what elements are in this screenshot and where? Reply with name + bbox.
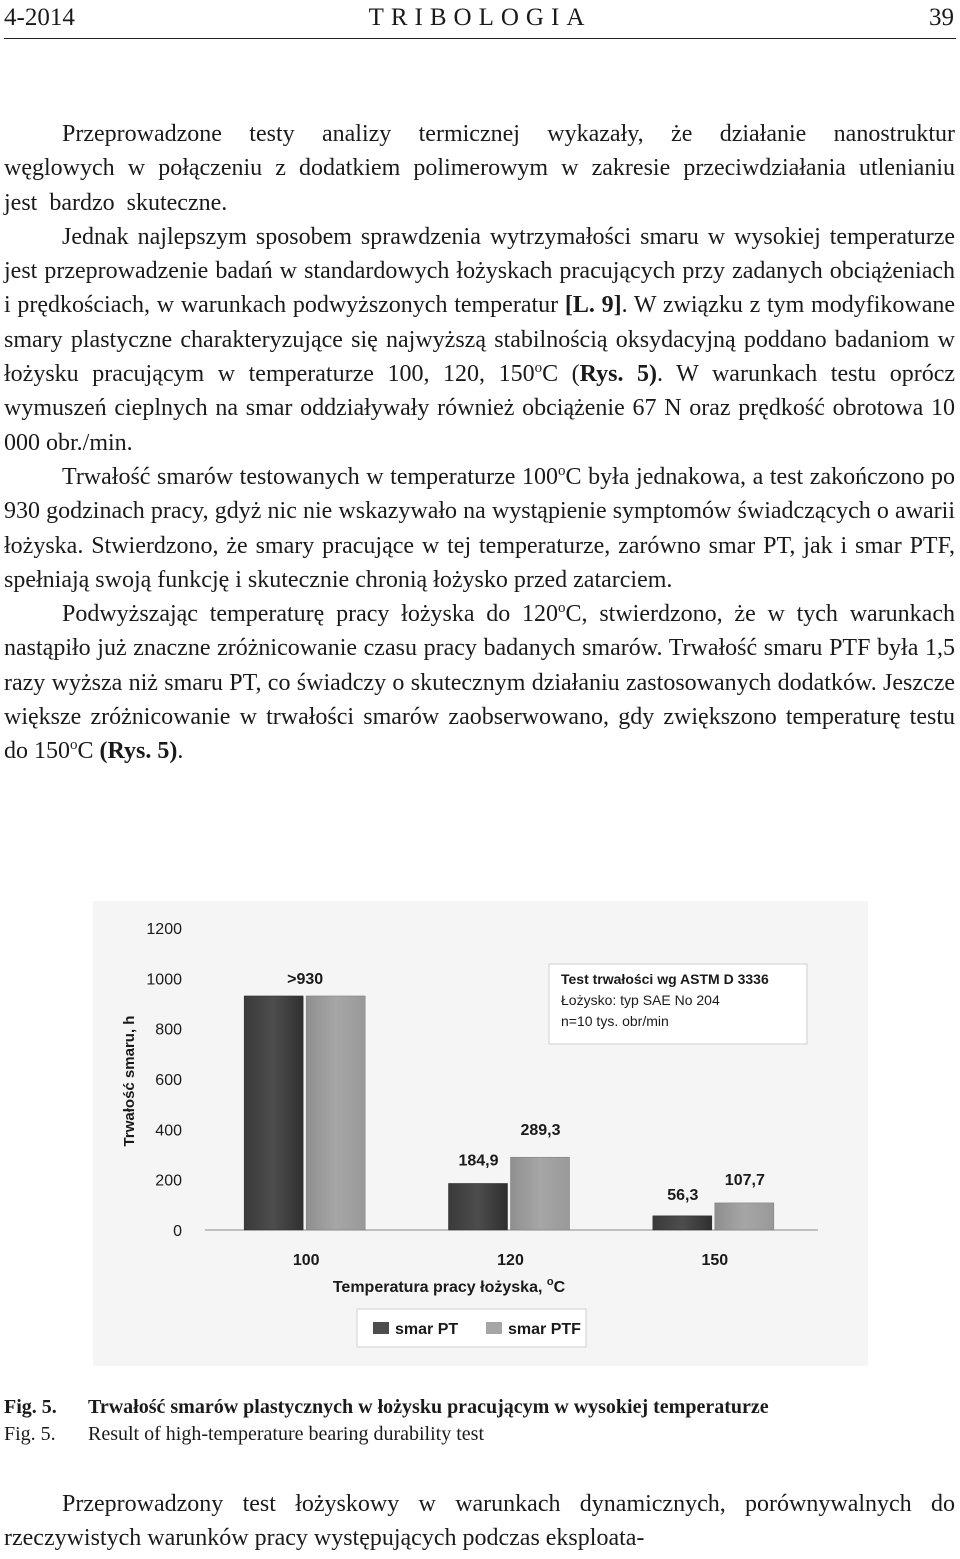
paragraph-4-text-b: C, stwierdzono, że w tych warunkach nastąpiło już znaczne zróżnicowanie czasu pracy badanych smarów. Trwałość smaru PTF była 1,5 razy wyższa niż smaru PT, co świadczy o skutecznym działaniu zastosowanych dodatków. Jeszcze większe zróżnicowanie w trwałości smarów zaobserwowano, gdy zwiększono temperaturę testu do 150	[4, 601, 955, 765]
paragraph-5	[4, 1487, 955, 1556]
legend-swatch-smar-ptf	[486, 1322, 502, 1334]
header-rule	[4, 38, 956, 39]
paragraph-4-text-a: Podwyższając temperaturę pracy łożyska do 120	[62, 601, 559, 628]
data-label: 56,3	[667, 1186, 699, 1204]
paragraph-2-text-d: . W warunkach testu oprócz wymuszeń cieplnych na smar oddziaływały również obciążenie 67 N oraz prędkość obrotowa 10 000 obr./min.	[4, 361, 955, 456]
paragraph-2-text-c: C (	[542, 361, 580, 388]
x-axis-label	[333, 1276, 566, 1296]
y-axis-label-text: Trwałość smaru, h	[121, 1015, 138, 1147]
bar-smar-pt-120	[449, 1183, 508, 1230]
y-tick-label: 600	[155, 1072, 182, 1089]
y-tick-label: 200	[155, 1172, 182, 1190]
x-tick-label: 100	[292, 1252, 320, 1269]
x-axis-label-sup: o	[546, 1276, 554, 1288]
legend-label-smar-ptf: smar PTF	[508, 1321, 581, 1338]
bar-smar-pt-100	[244, 996, 303, 1230]
bar-chart	[93, 901, 868, 1366]
data-label: 107,7	[724, 1171, 765, 1189]
paragraph-1-text: Przeprowadzone testy analizy termicznej wykazały, że działanie nanostruktur węglowych w połączeniu z dodatkiem polimerowym w zakresie przeciwdziałania utlenianiu jest bardzo skuteczne.	[4, 121, 955, 216]
annotation-line-3: n=10 tys. obr/min	[561, 1013, 669, 1029]
page-number: 39	[929, 4, 954, 31]
y-tick-label: 800	[155, 1021, 182, 1039]
x-axis-label-unit: C	[553, 1279, 566, 1296]
bar-smar-pt-150	[653, 1216, 712, 1230]
paragraph-5-text: Przeprowadzony test łożyskowy w warunkach dynamicznych, porównywalnych do rzeczywistych warunków pracy występujących podczas eksploata-	[4, 1491, 955, 1552]
degree-sup: o	[534, 360, 543, 377]
bar-smar-ptf-100	[306, 996, 365, 1230]
degree-sup: o	[558, 600, 566, 617]
annotation-line-1: Test trwałości wg ASTM D 3336	[561, 971, 769, 987]
annotation-line-2: Łożysko: typ SAE No 204	[561, 992, 720, 1008]
y-axis-label	[121, 1016, 138, 1147]
legend-label-smar-pt: smar PT	[395, 1321, 459, 1338]
paragraph-1	[4, 117, 955, 220]
data-label: 289,3	[520, 1122, 561, 1140]
figure-reference: Rys. 5)	[579, 361, 658, 388]
x-tick-label: 150	[701, 1252, 729, 1269]
caption-english	[4, 1423, 955, 1446]
caption-text-en: Result of high-temperature bearing durability test	[88, 1423, 484, 1445]
caption-polish	[4, 1396, 955, 1419]
paragraph-3	[4, 460, 955, 597]
issue-number: 4-2014	[4, 4, 75, 31]
paragraph-3-text-b: C była jednakowa, a test zakończono po 930 godzinach pracy, gdyż nic nie wskazywało na wystąpienie symptomów świadczących o awarii łożyska. Stwierdzono, że smary pracujące w tej temperaturze, zarówno smar PT, jak i smar PTF, spełniają swoją funkcję i skutecznie chronią łożysko przed zatarciem.	[4, 463, 956, 593]
paragraph-2-text-b: . W związku z tym modyfikowane smary plastyczne charakteryzujące się najwyższą stabilnością oksydacyjną poddano badaniom w łożysku pracującym w temperaturze 100, 120, 150	[4, 292, 955, 388]
journal-title: TRIBOLOGIA	[368, 4, 592, 31]
running-header	[0, 0, 960, 36]
x-tick-label: 120	[497, 1252, 524, 1269]
bar-smar-ptf-150	[715, 1203, 774, 1230]
y-tick-label: 400	[155, 1122, 182, 1140]
test-conditions-annotation	[549, 964, 807, 1044]
figure-5-chart	[93, 901, 868, 1366]
degree-sup: o	[70, 737, 78, 754]
paragraph-2	[4, 220, 955, 460]
caption-label-en: Fig. 5.	[4, 1423, 56, 1445]
degree-sup: o	[558, 462, 566, 479]
legend	[357, 1309, 586, 1347]
y-axis-ticks	[146, 921, 182, 1240]
article-body	[4, 117, 955, 769]
data-label: 184,9	[458, 1152, 499, 1170]
figure-reference: (Rys. 5)	[99, 738, 178, 765]
paragraph-3-text-a: Trwałość smarów testowanych w temperaturze 100	[62, 463, 559, 490]
paragraph-2-text-a: Jednak najlepszym sposobem sprawdzenia wytrzymałości smaru w wysokiej temperaturze jest przeprowadzenie badań w standardowych łożyskach pracujących przy zadanych obciążeniach i prędkościach, w warunkach podwyższonych temperatur	[4, 223, 955, 319]
continuation-text	[4, 1487, 955, 1556]
legend-swatch-smar-pt	[373, 1322, 389, 1334]
caption-label-pl: Fig. 5.	[4, 1396, 57, 1418]
bar-smar-ptf-120	[511, 1157, 570, 1230]
paragraph-4-text-d: .	[177, 738, 184, 765]
y-tick-label: 0	[173, 1223, 182, 1240]
data-label: >930	[287, 970, 324, 988]
caption-text-pl: Trwałość smarów plastycznych w łożysku pracującym w wysokiej temperaturze	[88, 1396, 769, 1418]
y-tick-label: 1200	[146, 921, 182, 938]
reference-l9: [L. 9]	[564, 292, 622, 319]
paragraph-4-text-c: C	[77, 738, 100, 765]
x-axis-label-text: Temperatura pracy łożyska,	[332, 1279, 547, 1296]
x-axis-ticks	[293, 1252, 728, 1269]
y-tick-label: 1000	[146, 971, 182, 989]
paragraph-4	[4, 597, 955, 768]
